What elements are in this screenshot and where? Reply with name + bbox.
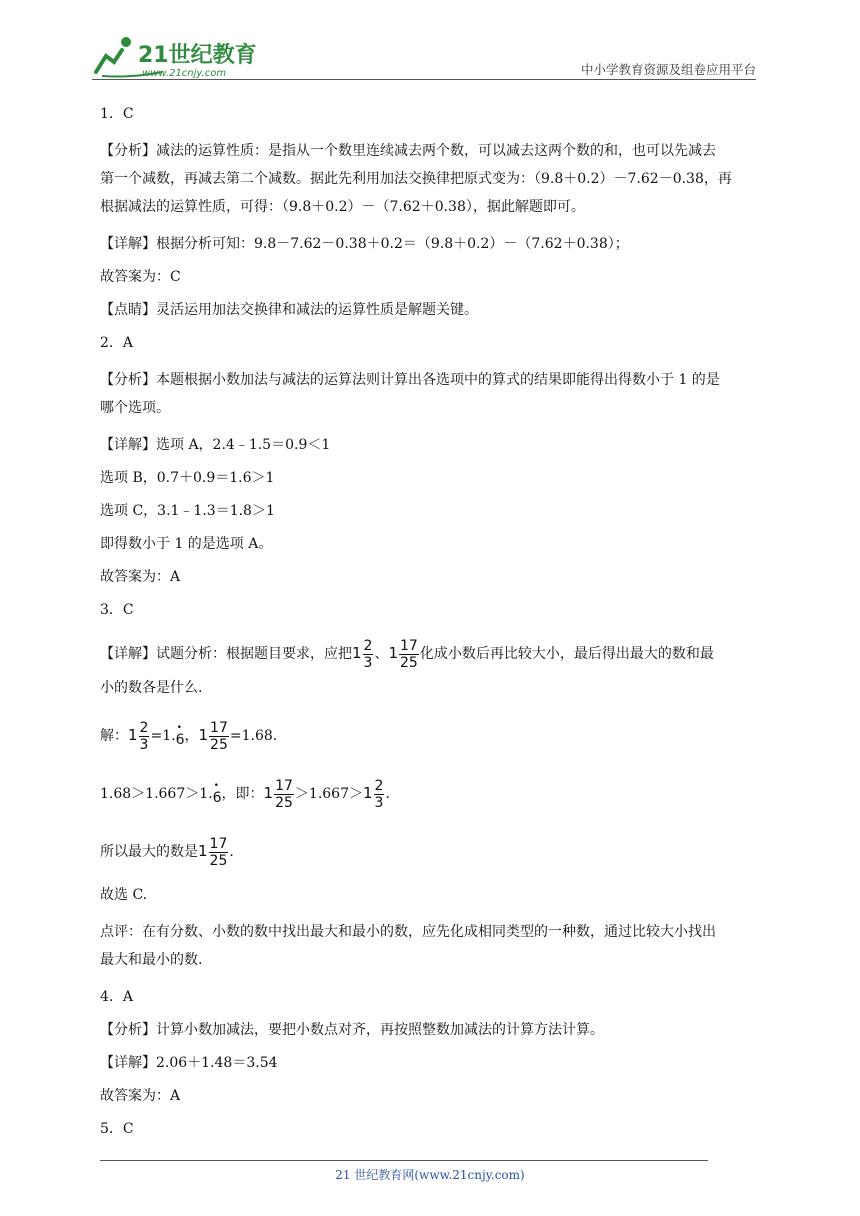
footer-divider: [100, 1160, 708, 1161]
fraction-2-3: $\frac{2}{3}$: [363, 637, 373, 671]
answer-3-detail: 【详解】试题分析：根据题目要求，应把1 $\frac{2}{3}$ 、1 $\frac{17}{25}$ 化成小数后再比较大小，最后得出最大的数和最 小的数各是什么.: [100, 637, 714, 696]
header-divider: [92, 79, 756, 80]
repeating-digit: • 6: [176, 720, 185, 760]
answer-1-comment: 【点睛】灵活运用加法交换律和减法的运算性质是解题关键。: [100, 302, 478, 318]
site-logo: [92, 32, 262, 80]
fraction-17-25: $\frac{17}{25}$: [400, 637, 418, 671]
footer-link[interactable]: 21 世纪教育网(www.21cnjy.com): [335, 1168, 525, 1182]
answer-2-option-c: 选项 C，3.1﹣1.3＝1.8＞1: [100, 503, 275, 519]
answer-2-number: 2．A: [100, 335, 134, 351]
answer-1-detail: 【详解】根据分析可知：9.8－7.62－0.38＋0.2＝（9.8＋0.2）－（7.62＋0.38）；: [100, 236, 629, 252]
answer-3-comparison: 1.68＞1.667＞1.• 6，即：1 $\frac{17}{25}$ ＞1.667＞1 $\frac{2}{3}$ .: [100, 769, 760, 827]
logo-text: 21世纪教育: [138, 43, 257, 68]
answer-2-option-b: 选项 B，0.7＋0.9＝1.6＞1: [100, 470, 275, 486]
logo-url: www.21cnjy.com: [142, 68, 227, 79]
answer-3-number: 3．C: [100, 602, 134, 618]
answer-1-analysis: 【分析】减法的运算性质：是指从一个数里连续减去两个数，可以减去这两个数的和，也可以先减去 第一个减数，再减去第二个减数。据此先利用加法交换律把原式变为：（9.8＋0.2）－7.62－0.38，再 根据减法的运算性质，可得：（9.8＋0.2）－（7.62＋0.38），据此解题即可。: [100, 143, 732, 215]
answer-5-number: 5．C: [100, 1121, 134, 1137]
answer-2-detail: 【详解】选项 A，2.4﹣1.5＝0.9＜1: [100, 437, 331, 453]
answer-4-detail: 【详解】2.06＋1.48＝3.54: [100, 1055, 278, 1071]
answer-1-number: 1．C: [100, 106, 134, 122]
answer-2-answer: 故答案为：A: [100, 569, 181, 585]
answer-1-answer: 故答案为：C: [100, 269, 181, 285]
answer-3-max: 所以最大的数是1 $\frac{17}{25}$ .: [100, 835, 234, 869]
answer-4-number: 4．A: [100, 989, 134, 1005]
answer-3-review: 点评：在有分数、小数的数中找出最大和最小的数，应先化成相同类型的一种数，通过比较大小找出 最大和最小的数.: [100, 924, 716, 968]
answer-3-solution: 解：1 $\frac{2}{3}$ =1.• 6，1 $\frac{17}{25}$ =1.68.: [100, 711, 760, 769]
answer-4-answer: 故答案为：A: [100, 1088, 181, 1104]
answer-4-analysis: 【分析】计算小数加减法，要把小数点对齐，再按照整数加减法的计算方法计算。: [100, 1022, 604, 1038]
answer-content: [100, 100, 760, 1148]
answer-3-choice: 故选 C.: [100, 887, 148, 903]
answer-2-analysis: 【分析】本题根据小数加法与减法的运算法则计算出各选项中的算式的结果即能得出得数小于 1 的是 哪个选项。: [100, 372, 720, 416]
answer-2-result: 即得数小于 1 的是选项 A。: [100, 536, 273, 552]
platform-name: 中小学教育资源及组卷应用平台: [580, 62, 756, 77]
